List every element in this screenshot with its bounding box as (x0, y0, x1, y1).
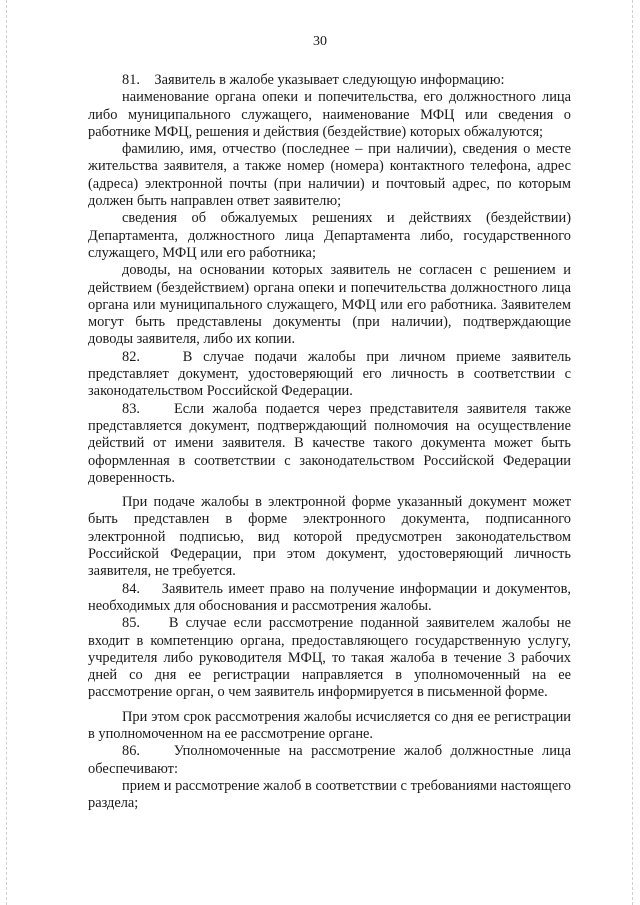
paragraph-86: 86. Уполномоченные на рассмотрение жалоб должностные лица обеспечивают: (88, 743, 571, 777)
paragraph-81-item-organ: наименование органа опеки и попечительства, его должностного лица либо муниципального служащего, наименование МФЦ или сведения о работнике МФЦ, решения и действия (бездействие) которых обжалуются; (88, 89, 571, 140)
paragraph-81-item-arguments: доводы, на основании которых заявитель не согласен с решением и действием (бездействием) органа опеки и попечительства должностного лица органа или муниципального служащего, МФЦ или его работника. Заявителем могут быть представлены документы (при наличии), подтверждающие доводы заявителя, либо их копии. (88, 262, 571, 348)
document-body (88, 72, 571, 812)
paragraph-81-intro: 81. Заявитель в жалобе указывает следующую информацию: (122, 72, 505, 88)
scan-edge-left (6, 0, 8, 905)
paragraph-85-term: При этом срок рассмотрения жалобы исчисляется со дня ее регистрации в уполномоченном на ее рассмотрение органе. (88, 708, 571, 742)
paragraph-85: 85. В случае если рассмотрение поданной заявителем жалобы не входит в компетенцию органа, предоставляющего государственную услугу, учредителя либо руководителя МФЦ, то такая жалоба в течение 3 рабочих дней со дня ее регистрации направляется в уполномоченный на ее рассмотрение орган, о чем заявитель информируется в письменной форме. (88, 615, 571, 701)
page-number: 30 (313, 34, 327, 49)
scan-edge-right (632, 0, 634, 905)
paragraph-86-item-reception: прием и рассмотрение жалоб в соответствии с требованиями настоящего раздела; (88, 777, 571, 812)
paragraph-83-electronic: При подаче жалобы в электронной форме указанный документ может быть представлен в форме электронного документа, подписанного электронной подписью, вид которой предусмотрен законодательством Российской Федерации, при этом документ, удостоверяющий личность заявителя, не требуется. (88, 494, 571, 580)
paragraph-84: 84. Заявитель имеет право на получение информации и документов, необходимых для обоснования и рассмотрения жалобы. (88, 580, 571, 614)
paragraph-83: 83. Если жалоба подается через представителя заявителя также представляется документ, подтверждающий полномочия на осуществление действий от имени заявителя. В качестве такого документа может быть оформленная в соответствии с законодательством Российской Федерации доверенность. (88, 400, 571, 486)
paragraph-82: 82. В случае подачи жалобы при личном приеме заявитель представляет документ, удостоверяющий его личность в соответствии с законодательством Российской Федерации. (88, 348, 571, 400)
paragraph-81-item-decisions: сведения об обжалуемых решениях и действиях (бездействии) Департамента, должностного лица Департамента либо, государственного служащего, МФЦ или его работника; (88, 210, 571, 261)
paragraph-81-item-name: фамилию, имя, отчество (последнее – при наличии), сведения о месте жительства заявителя, а также номер (номера) контактного телефона, адрес (адреса) электронной почты (при наличии) и почтовый адрес, по которым должен быть направлен ответ заявителю; (88, 141, 571, 210)
